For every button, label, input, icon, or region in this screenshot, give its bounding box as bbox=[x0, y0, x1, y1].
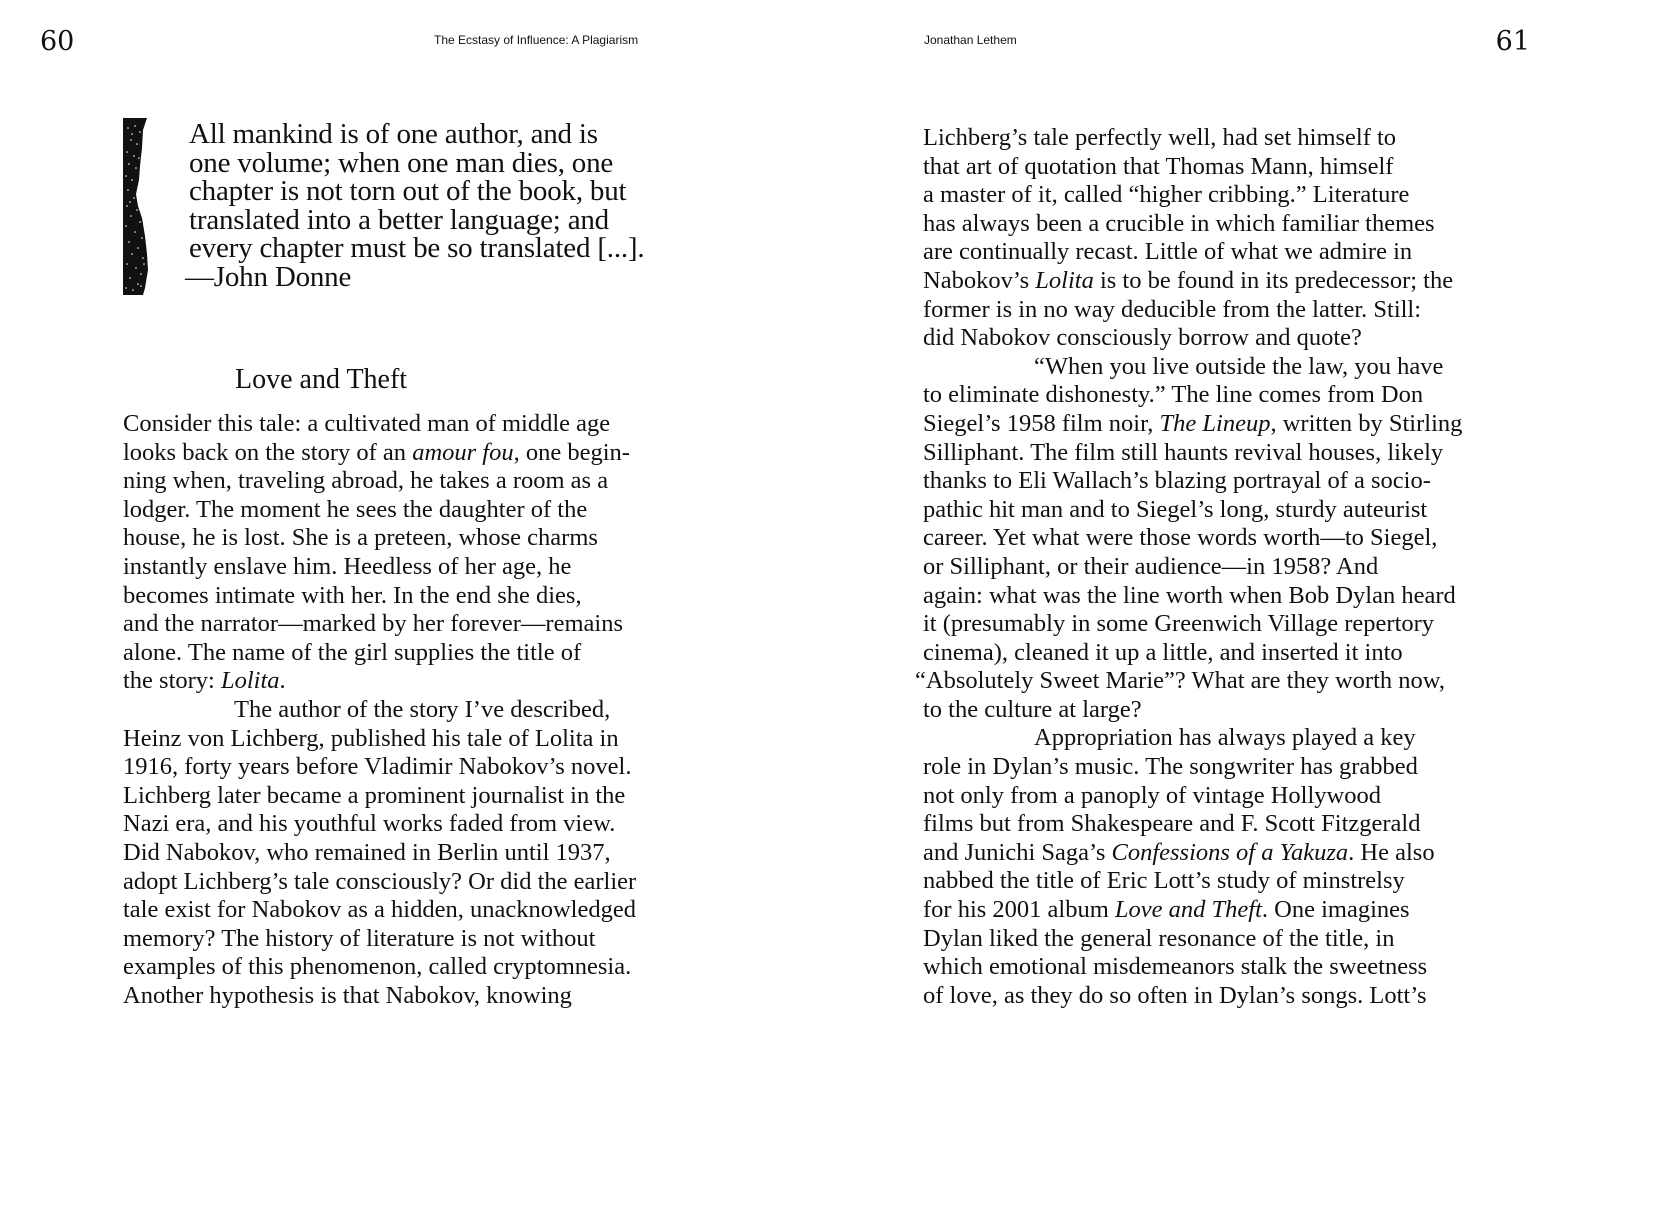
text-line: Did Nabokov, who remained in Berlin until 1937, bbox=[123, 838, 611, 866]
epigraph-line: one volume; when one man dies, one bbox=[189, 146, 614, 179]
text-line: and the narrator—marked by her forever—remains bbox=[123, 610, 623, 638]
text-line: that art of quotation that Thomas Mann, himself bbox=[923, 152, 1394, 180]
text-line: and Junichi Saga’s Confessions of a Yakuza. He also bbox=[923, 838, 1435, 866]
text-line: The author of the story I’ve described, bbox=[234, 695, 611, 723]
text-line: it (presumably in some Greenwich Village repertory bbox=[923, 610, 1435, 638]
text-line: nabbed the title of Eric Lott’s study of minstrelsy bbox=[923, 867, 1405, 895]
text-line: instantly enslave him. Heedless of her age, he bbox=[123, 552, 572, 580]
italic-title: Lolita bbox=[1035, 266, 1094, 294]
text-line: Appropriation has always played a key bbox=[1034, 724, 1416, 752]
text-line: of love, as they do so often in Dylan’s songs. Lott’s bbox=[923, 981, 1427, 1009]
text-line: a master of it, called “higher cribbing.” Literature bbox=[923, 181, 1410, 209]
left-body-text bbox=[123, 410, 663, 1010]
text-line: adopt Lichberg’s tale consciously? Or did the earlier bbox=[123, 867, 637, 895]
torn-ink-bar-icon bbox=[123, 118, 149, 295]
text-line: Consider this tale: a cultivated man of middle age bbox=[123, 410, 611, 437]
text-line: memory? The history of literature is not without bbox=[123, 924, 596, 952]
text-line: thanks to Eli Wallach’s blazing portrayal of a socio- bbox=[923, 467, 1431, 495]
text-line: career. Yet what were those words worth—to Siegel, bbox=[923, 524, 1438, 552]
text-line: again: what was the line worth when Bob Dylan heard bbox=[923, 581, 1456, 609]
text-line: Lichberg later became a prominent journalist in the bbox=[123, 781, 626, 809]
running-head-author: Jonathan Lethem bbox=[924, 33, 1017, 47]
italic-title: amour fou bbox=[412, 438, 514, 466]
text-line: examples of this phenomenon, called cryptomnesia. bbox=[123, 953, 632, 981]
text-line: has always been a crucible in which familiar themes bbox=[923, 209, 1435, 237]
right-body-text bbox=[915, 124, 1463, 1010]
text-line: becomes intimate with her. In the end she dies, bbox=[123, 581, 582, 609]
text-line: which emotional misdemeanors stalk the sweetness bbox=[923, 953, 1428, 981]
italic-title: Love and Theft bbox=[1114, 896, 1262, 924]
page-number-left: 60 bbox=[40, 26, 75, 57]
text-line: 1916, forty years before Vladimir Nabokov’s novel. bbox=[123, 753, 632, 781]
text-line: former is in no way deducible from the latter. Still: bbox=[923, 295, 1422, 323]
italic-title: Lolita bbox=[221, 667, 280, 695]
text-line: did Nabokov consciously borrow and quote? bbox=[923, 324, 1362, 352]
text-line: or Silliphant, or their audience—in 1958? And bbox=[923, 552, 1379, 580]
text-line: Dylan liked the general resonance of the title, in bbox=[923, 924, 1395, 952]
text-line: to eliminate dishonesty.” The line comes from Don bbox=[923, 381, 1424, 409]
epigraph-attribution: —John Donne bbox=[185, 260, 352, 293]
text-line: cinema), cleaned it up a little, and inserted it into bbox=[923, 638, 1403, 666]
text-line: lodger. The moment he sees the daughter of the bbox=[123, 495, 588, 523]
text-line: Nazi era, and his youthful works faded from view. bbox=[123, 810, 616, 838]
text-line: Nabokov’s Lolita is to be found in its predecessor; the bbox=[923, 266, 1454, 294]
epigraph-line: translated into a better language; and bbox=[189, 203, 609, 236]
text-line: Silliphant. The film still haunts revival houses, likely bbox=[923, 438, 1444, 466]
text-line: Siegel’s 1958 film noir, The Lineup, written by Stirling bbox=[923, 409, 1463, 437]
epigraph-line: All mankind is of one author, and is bbox=[189, 118, 598, 150]
italic-title: Confessions of a Yakuza bbox=[1111, 838, 1349, 866]
text-line: ning when, traveling abroad, he takes a room as a bbox=[123, 467, 609, 495]
text-line: for his 2001 album Love and Theft. One imagines bbox=[923, 896, 1410, 924]
text-line: looks back on the story of an amour fou, one begin- bbox=[123, 438, 630, 466]
running-head-title: The Ecstasy of Influence: A Plagiarism bbox=[434, 33, 639, 47]
text-line: are continually recast. Little of what we admire in bbox=[923, 238, 1413, 266]
text-line: alone. The name of the girl supplies the title of bbox=[123, 638, 582, 666]
text-line: the story: Lolita. bbox=[123, 667, 286, 695]
text-line: films but from Shakespeare and F. Scott Fitzgerald bbox=[923, 810, 1421, 838]
text-line: house, he is lost. She is a preteen, whose charms bbox=[123, 524, 598, 552]
italic-title: The Lineup bbox=[1159, 409, 1271, 437]
text-line: pathic hit man and to Siegel’s long, sturdy auteurist bbox=[923, 495, 1428, 523]
text-line: “Absolutely Sweet Marie”? What are they worth now, bbox=[915, 667, 1445, 695]
section-heading: Love and Theft bbox=[235, 364, 408, 395]
epigraph-line: chapter is not torn out of the book, but bbox=[189, 175, 627, 208]
text-line: tale exist for Nabokov as a hidden, unacknowledged bbox=[123, 896, 636, 924]
text-line: Another hypothesis is that Nabokov, knowing bbox=[123, 981, 572, 1009]
text-line: not only from a panoply of vintage Hollywood bbox=[923, 781, 1381, 809]
epigraph-line: every chapter must be so translated [...]. bbox=[189, 232, 645, 265]
text-line: role in Dylan’s music. The songwriter has grabbed bbox=[923, 753, 1418, 781]
text-line: Heinz von Lichberg, published his tale of Lolita in bbox=[123, 724, 619, 752]
text-line: to the culture at large? bbox=[923, 695, 1142, 723]
text-line: Lichberg’s tale perfectly well, had set himself to bbox=[923, 124, 1397, 151]
epigraph bbox=[185, 118, 669, 293]
page-number-right: 61 bbox=[1495, 26, 1530, 57]
text-line: “When you live outside the law, you have bbox=[1034, 352, 1444, 380]
